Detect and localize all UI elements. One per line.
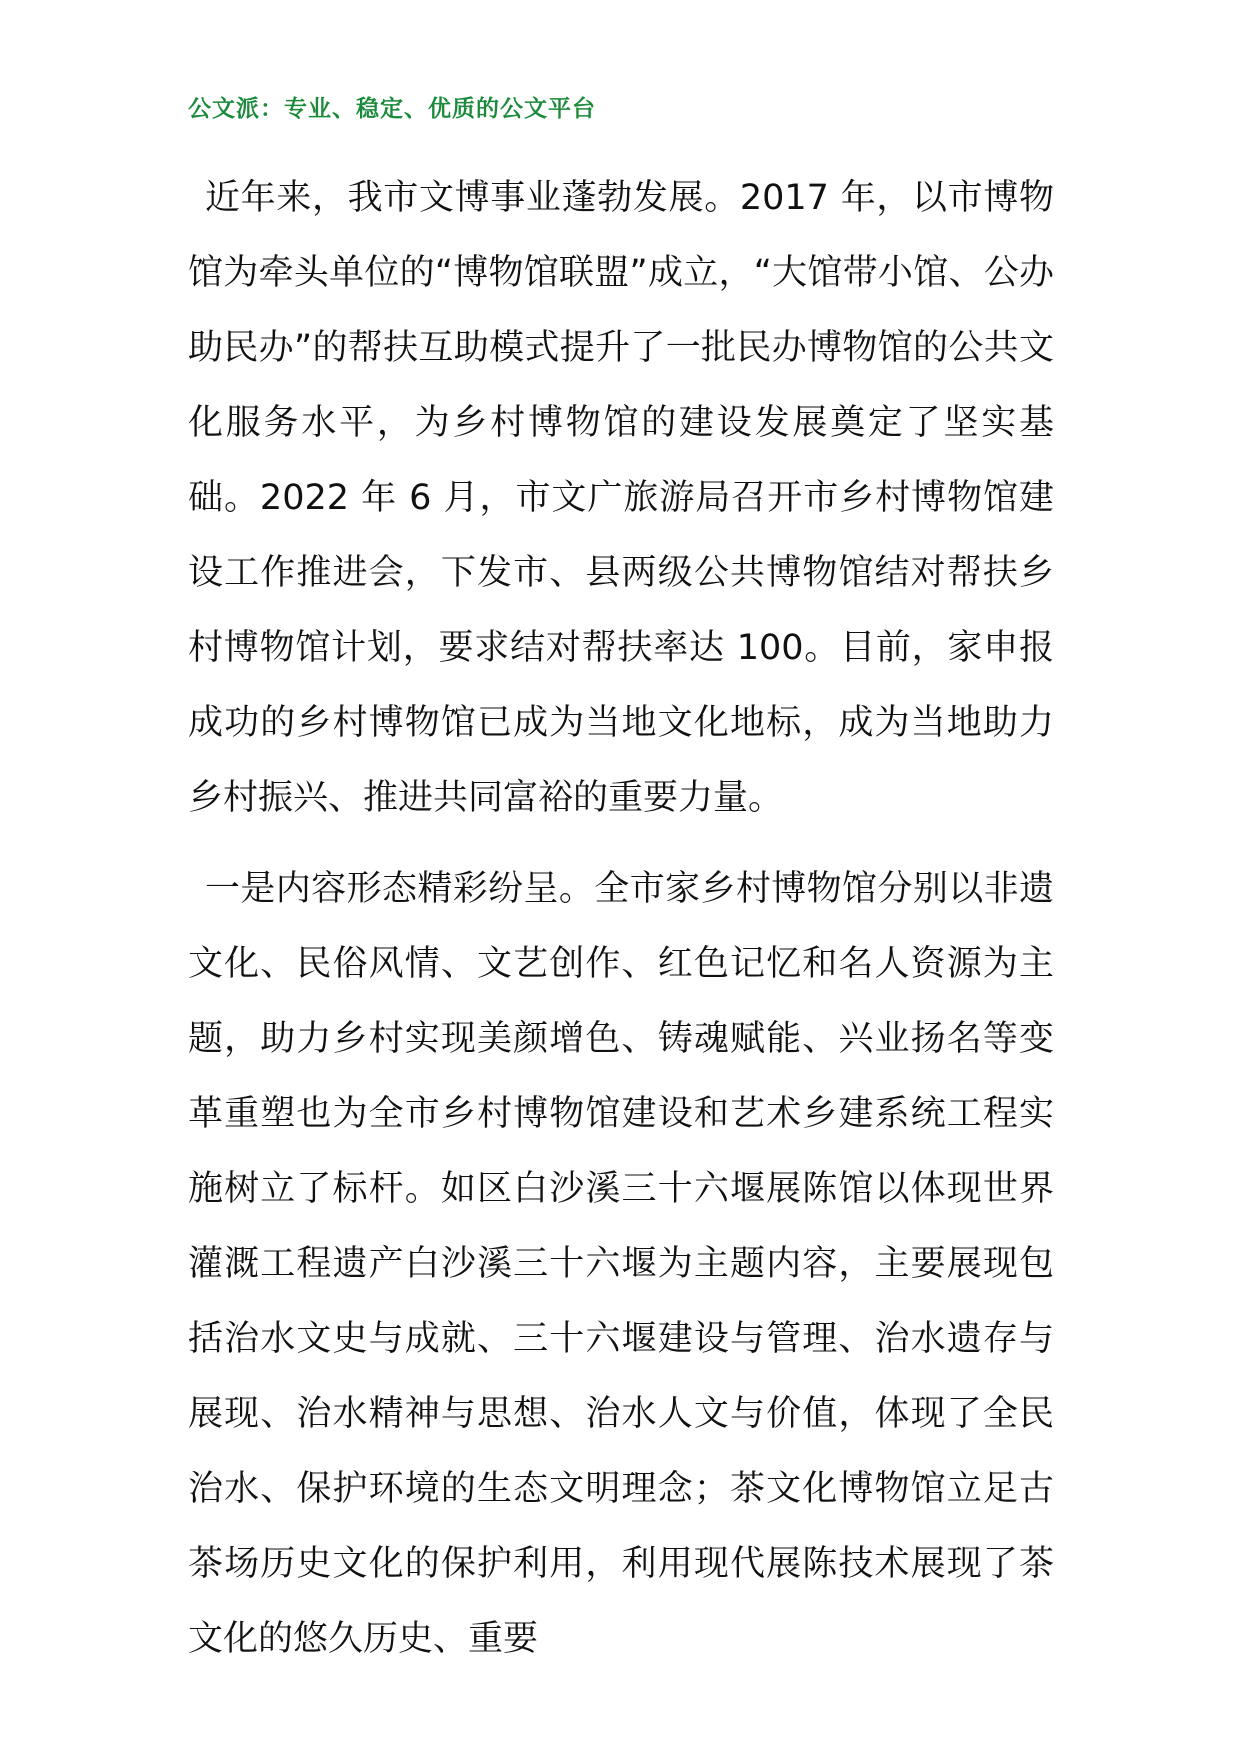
body-paragraph: 近年来，我市文博事业蓬勃发展。2017 年，以市博物馆为牵头单位的“博物馆联盟”成立，“大馆带小馆、公办助民办”的帮扶互助模式提升了一批民办博物馆的公共文化服务水平，为乡村博物馆的建设发展奠定了坚实基础。2022 年 6 月，市文广旅游局召开市乡村博物馆建设工作推进会，下发市、县两级公共博物馆结对帮扶乡村博物馆计划，要求结对帮扶率达 100。目前，家申报成功的乡村博物馆已成为当地文化地标，成为当地助力乡村振兴、推进共同富裕的重要力量。 — [188, 178, 1054, 818]
page-header: 公文派：专业、稳定、优质的公文平台 — [188, 96, 596, 122]
body-paragraph: 一是内容形态精彩纷呈。全市家乡村博物馆分别以非遗文化、民俗风情、文艺创作、红色记忆和名人资源为主题，助力乡村实现美颜增色、铸魂赋能、兴业扬名等变革重塑也为全市乡村博物馆建设和艺术乡建系统工程实施树立了标杆。如区白沙溪三十六堰展陈馆以体现世界灌溉工程遗产白沙溪三十六堰为主题内容，主要展现包括治水文史与成就、三十六堰建设与管理、治水遗存与展现、治水精神与思想、治水人文与价值，体现了全民治水、保护环境的生态文明理念；茶文化博物馆立足古茶场历史文化的保护利用，利用现代展陈技术展现了茶文化的悠久历史、重要 — [188, 869, 1054, 1659]
